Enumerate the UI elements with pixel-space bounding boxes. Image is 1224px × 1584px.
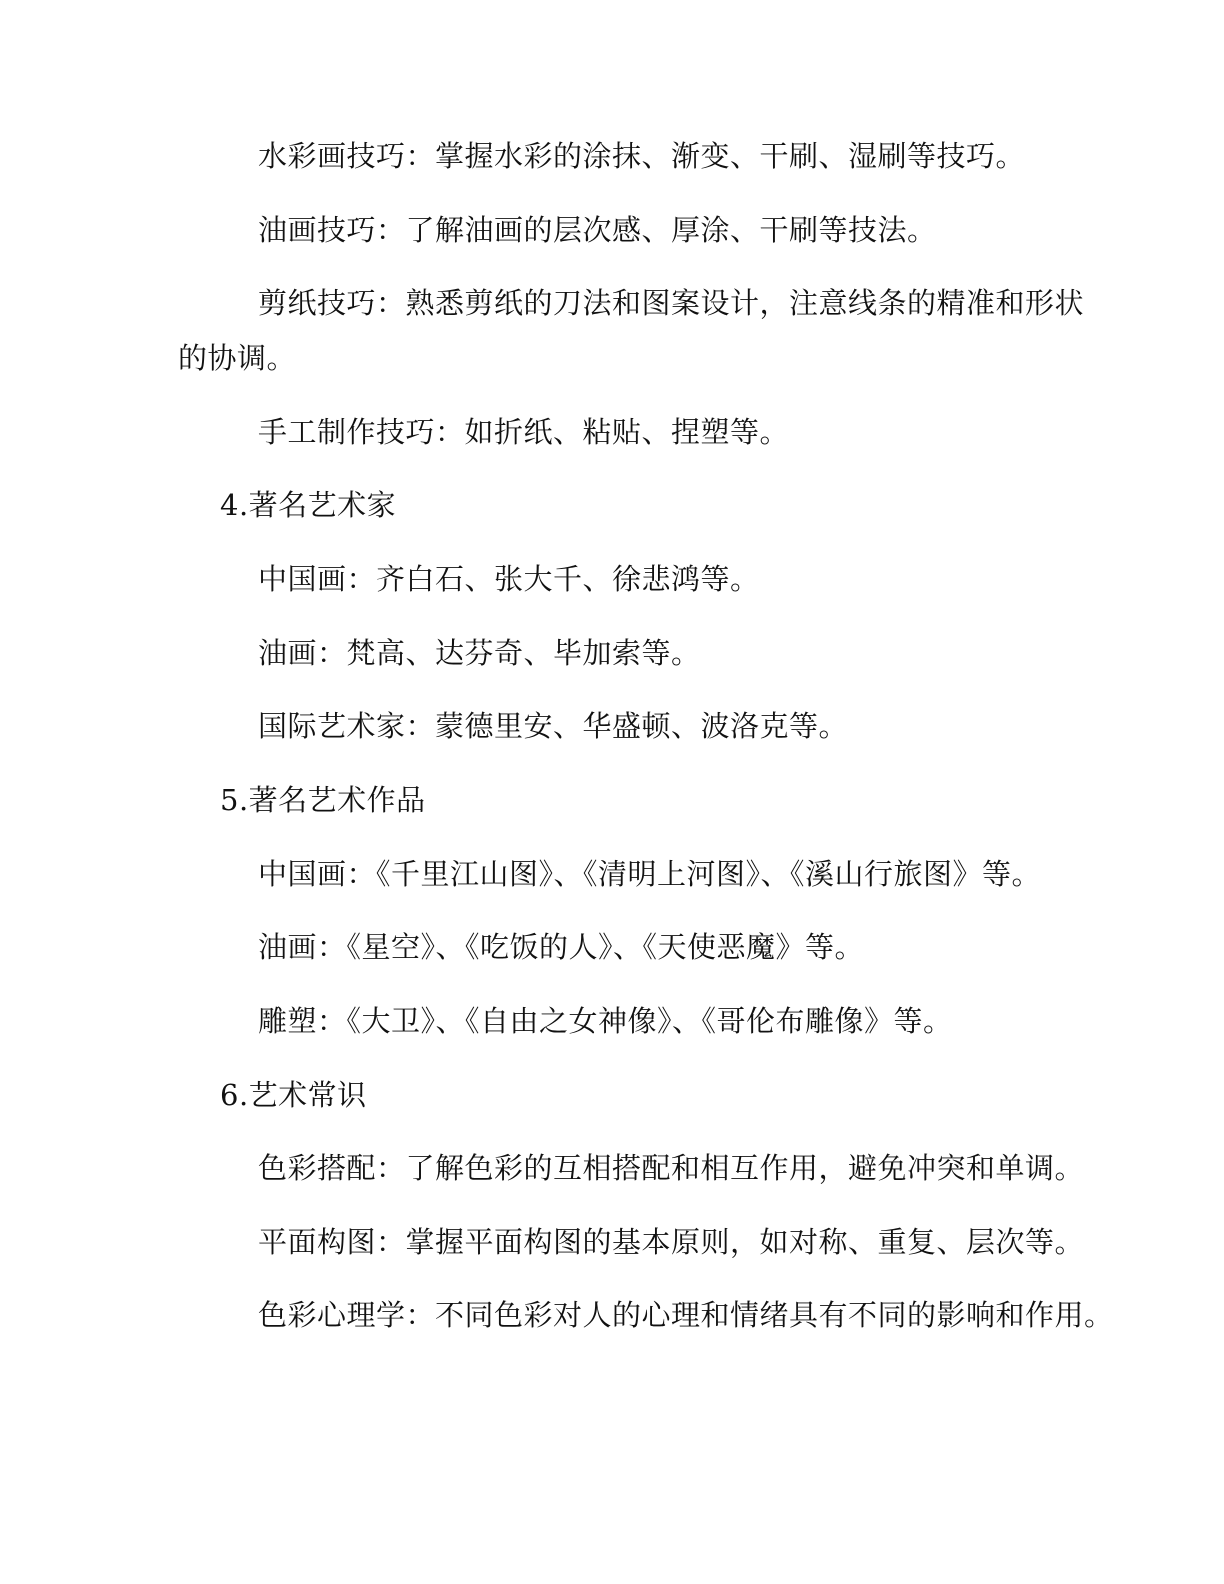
paragraph-papercut-line2: 的协调。 — [178, 341, 297, 375]
section-heading-famous-artists: 4.著名艺术家 — [220, 488, 397, 522]
paragraph-color-psychology: 色彩心理学：不同色彩对人的心理和情绪具有不同的影响和作用。 — [258, 1298, 1114, 1332]
paragraph-composition: 平面构图：掌握平面构图的基本原则，如对称、重复、层次等。 — [258, 1225, 1085, 1259]
paragraph-papercut-line1: 剪纸技巧：熟悉剪纸的刀法和图案设计，注意线条的精准和形状 — [258, 286, 1085, 320]
section-heading-famous-works: 5.著名艺术作品 — [220, 783, 426, 817]
section-heading-art-knowledge: 6.艺术常识 — [220, 1078, 367, 1112]
paragraph-handcraft: 手工制作技巧：如折纸、粘贴、捏塑等。 — [258, 415, 790, 449]
paragraph-color-matching: 色彩搭配：了解色彩的互相搭配和相互作用，避免冲突和单调。 — [258, 1151, 1085, 1185]
paragraph-oil-technique: 油画技巧：了解油画的层次感、厚涂、干刷等技法。 — [258, 213, 937, 247]
paragraph-oil-artists: 油画：梵高、达芬奇、毕加索等。 — [258, 636, 701, 670]
paragraph-oil-works: 油画：《星空》、《吃饭的人》、《天使恶魔》等。 — [258, 930, 865, 964]
paragraph-sculpture-works: 雕塑：《大卫》、《自由之女神像》、《哥伦布雕像》等。 — [258, 1004, 953, 1038]
paragraph-chinese-artists: 中国画：齐白石、张大千、徐悲鸿等。 — [258, 562, 760, 596]
paragraph-chinese-works: 中国画：《千里江山图》、《清明上河图》、《溪山行旅图》等。 — [258, 857, 1042, 891]
paragraph-watercolor: 水彩画技巧：掌握水彩的涂抹、渐变、干刷、湿刷等技巧。 — [258, 139, 1026, 173]
paragraph-intl-artists: 国际艺术家：蒙德里安、华盛顿、波洛克等。 — [258, 709, 849, 743]
